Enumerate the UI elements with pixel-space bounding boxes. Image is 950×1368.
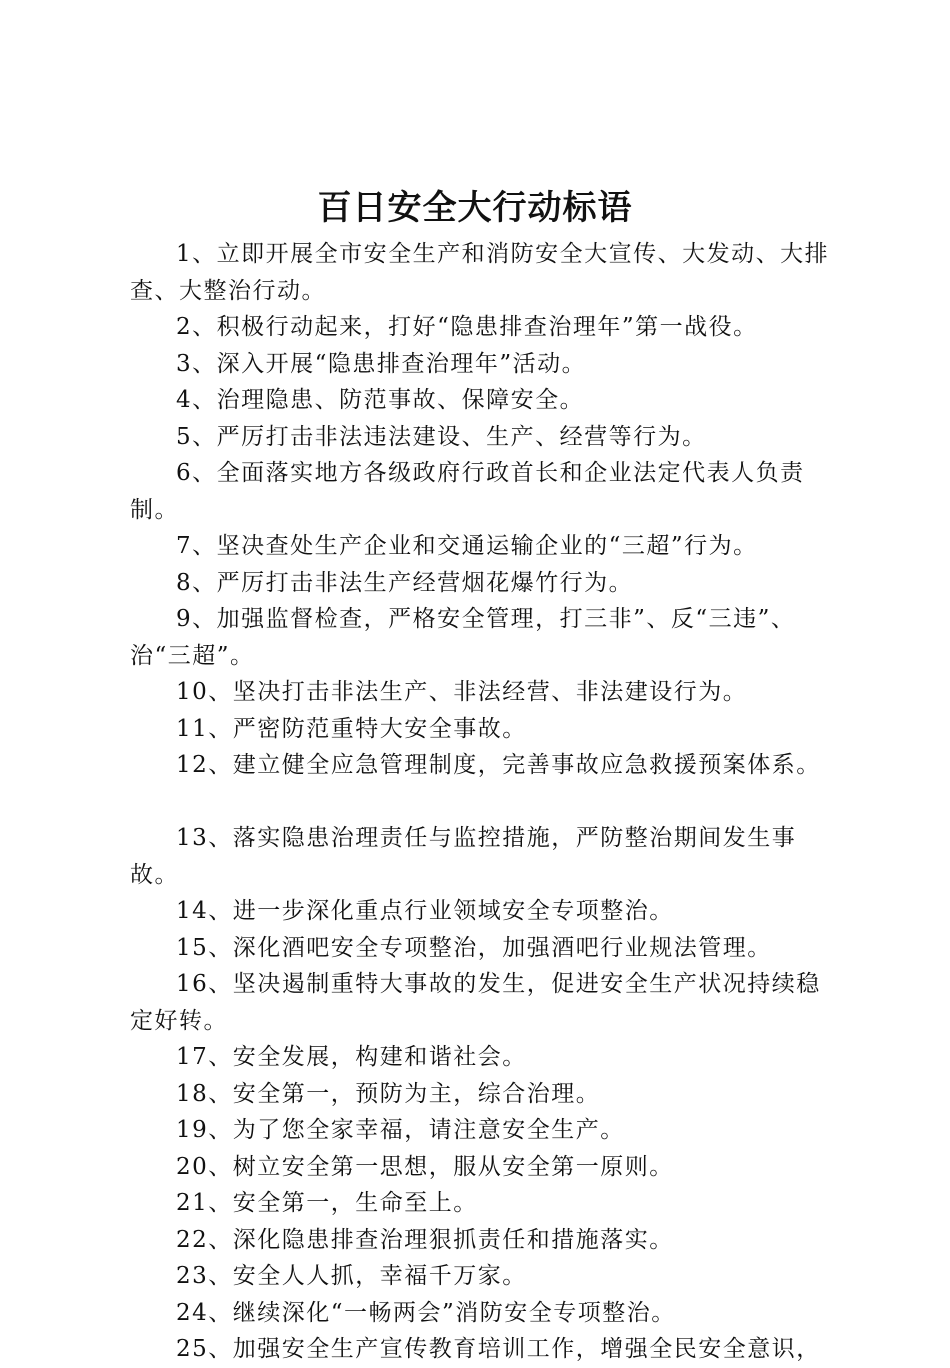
slogan-item-5: 5、严厉打击非法违法建设、生产、经营等行为。 [176, 423, 707, 450]
document-title: 百日安全大行动标语 [317, 188, 633, 228]
document-body [130, 236, 834, 1368]
slogan-item-10: 10、坚决打击非法生产、非法经营、非法建设行为。 [176, 679, 748, 705]
slogan-item-18: 18、安全第一，预防为主，综合治理。 [176, 1080, 601, 1107]
slogan-item-11: 11、严密防范重特大安全事故。 [176, 715, 527, 742]
slogan-item-19: 19、为了您全家幸福，请注意安全生产。 [176, 1117, 625, 1143]
slogan-item-21: 21、安全第一，生命至上。 [176, 1190, 478, 1216]
slogan-item-23: 23、安全人人抓，幸福千万家。 [176, 1263, 527, 1289]
slogan-item-13: 13、落实隐患治理责任与监控措施，严防整治期间发生事故。 [130, 825, 797, 888]
slogan-item-22: 22、深化隐患排查治理狠抓责任和措施落实。 [176, 1226, 674, 1253]
slogan-item-4: 4、治理隐患、防范事故、保障安全。 [176, 387, 585, 413]
slogan-item-14: 14、进一步深化重点行业领域安全专项整治。 [176, 898, 674, 924]
slogan-item-3: 3、深入开展“隐患排查治理年”活动。 [176, 350, 587, 377]
slogan-item-9: 9、加强监督检查，严格安全管理，打三非”、反“三违”、治“三超”。 [130, 606, 796, 669]
slogan-item-20: 20、树立安全第一思想，服从安全第一原则。 [176, 1153, 674, 1180]
slogan-item-16: 16、坚决遏制重特大事故的发生，促进安全生产状况持续稳定好转。 [130, 971, 821, 1034]
slogan-item-25: 25、加强安全生产宣传教育培训工作，增强全民安全意识， [176, 1336, 821, 1362]
slogan-item-2: 2、积极行动起来，打好“隐患排查治理年”第一战役。 [176, 314, 758, 340]
slogan-item-6: 6、全面落实地方各级政府行政首长和企业法定代表人负责制。 [130, 460, 805, 523]
slogan-item-15: 15、深化酒吧安全专项整治，加强酒吧行业规法管理。 [176, 934, 772, 961]
slogan-item-17: 17、安全发展，构建和谐社会。 [176, 1044, 527, 1070]
slogan-item-7: 7、坚决查处生产企业和交通运输企业的“三超”行为。 [176, 533, 758, 559]
slogan-item-24: 24、继续深化“一畅两会”消防安全专项整治。 [176, 1299, 676, 1326]
slogan-item-1: 1、立即开展全市安全生产和消防安全大宣传、大发动、大排查、大整治行动。 [130, 241, 830, 304]
slogan-item-8: 8、严厉打击非法生产经营烟花爆竹行为。 [176, 569, 634, 596]
slogan-item-12: 12、建立健全应急管理制度，完善事故应急救援预案体系。 [176, 752, 821, 778]
